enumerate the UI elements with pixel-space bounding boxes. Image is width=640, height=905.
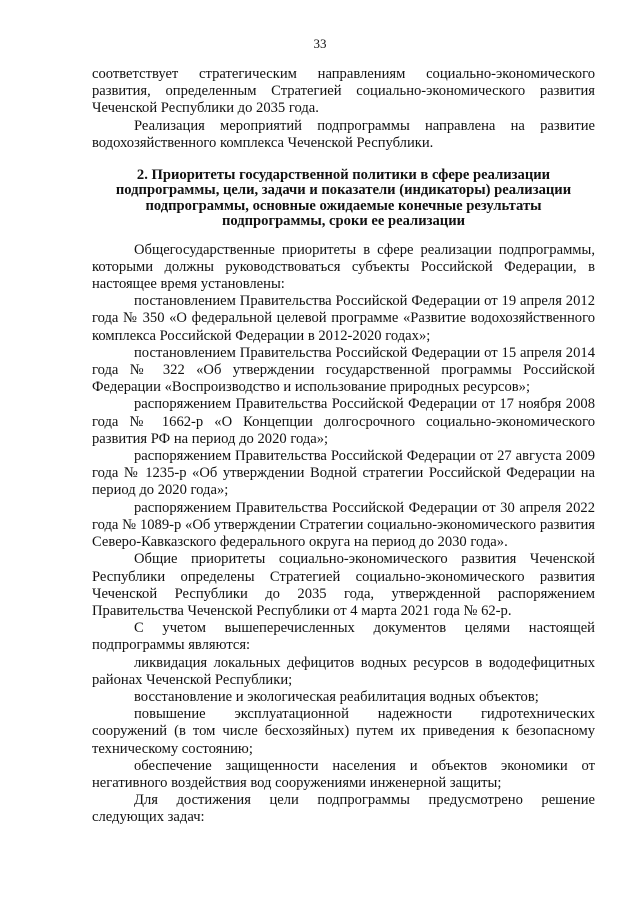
paragraph: соответствует стратегическим направлениям социально-экономического развития, определенным Стратегией социально-экономического развития Чеченской Республики до 2035 года.	[92, 66, 595, 117]
paragraph: распоряжением Правительства Российской Федерации от 17 ноября 2008 года № 1662-р «О Концепции долгосрочного социально-экономического развития РФ на период до 2020 года»;	[92, 396, 595, 447]
paragraph: ликвидация локальных дефицитов водных ресурсов в вододефицитных районах Чеченской Республики;	[92, 654, 595, 688]
paragraph: постановлением Правительства Российской Федерации от 19 апреля 2012 года № 350 «О федеральной целевой программе «Развитие водохозяйственного комплекса Российской Федерации в 2012-2020 годах»;	[92, 293, 595, 344]
paragraph: повышение эксплуатационной надежности гидротехнических сооружений (в том числе бесхозяйных) путем их приведения к безопасному техническому состоянию;	[92, 706, 595, 757]
paragraph: С учетом вышеперечисленных документов целями настоящей подпрограммы являются:	[92, 620, 595, 654]
paragraph: восстановление и экологическая реабилитация водных объектов;	[134, 688, 539, 705]
document-body	[92, 66, 595, 827]
paragraph: Общие приоритеты социально-экономического развития Чеченской Республики определены Стратегией социально-экономического развития Чеченской Республики до 2035 года, утвержденной распоряжением Правительства Чеченской Республики от 4 марта 2021 года № 62-р.	[92, 551, 595, 619]
paragraph: обеспечение защищенности населения и объектов экономики от негативного воздействия вод сооружениями инженерной защиты;	[92, 757, 595, 791]
paragraph: Для достижения цели подпрограммы предусмотрено решение следующих задач:	[92, 792, 595, 826]
paragraph: распоряжением Правительства Российской Федерации от 30 апреля 2022 года № 1089-р «Об утверждении Стратегии социально-экономического развития Северо-Кавказского федерального округа на период до 2030 года».	[92, 499, 595, 551]
paragraph: Реализация мероприятий подпрограммы направлена на развитие водохозяйственного комплекса Чеченской Республики.	[92, 117, 595, 151]
page-number: 33	[313, 36, 327, 51]
section-heading: 2. Приоритеты государственной политики в сфере реализации подпрограммы, цели, задачи и показатели (индикаторы) реализации подпрограммы, основные ожидаемые конечные результаты подпрограммы, сроки ее реализации	[115, 167, 572, 230]
paragraph: постановлением Правительства Российской Федерации от 15 апреля 2014 года № 322 «Об утверждении государственной программы Российской Федерации «Воспроизводство и использование природных ресурсов»;	[92, 344, 595, 396]
paragraph: Общегосударственные приоритеты в сфере реализации подпрограммы, которыми должны руководствоваться субъекты Российской Федерации, в настоящее время установлены:	[92, 241, 595, 293]
paragraph: распоряжением Правительства Российской Федерации от 27 августа 2009 года № 1235-р «Об утверждении Водной стратегии Российской Федерации на период до 2020 года»;	[92, 448, 595, 499]
